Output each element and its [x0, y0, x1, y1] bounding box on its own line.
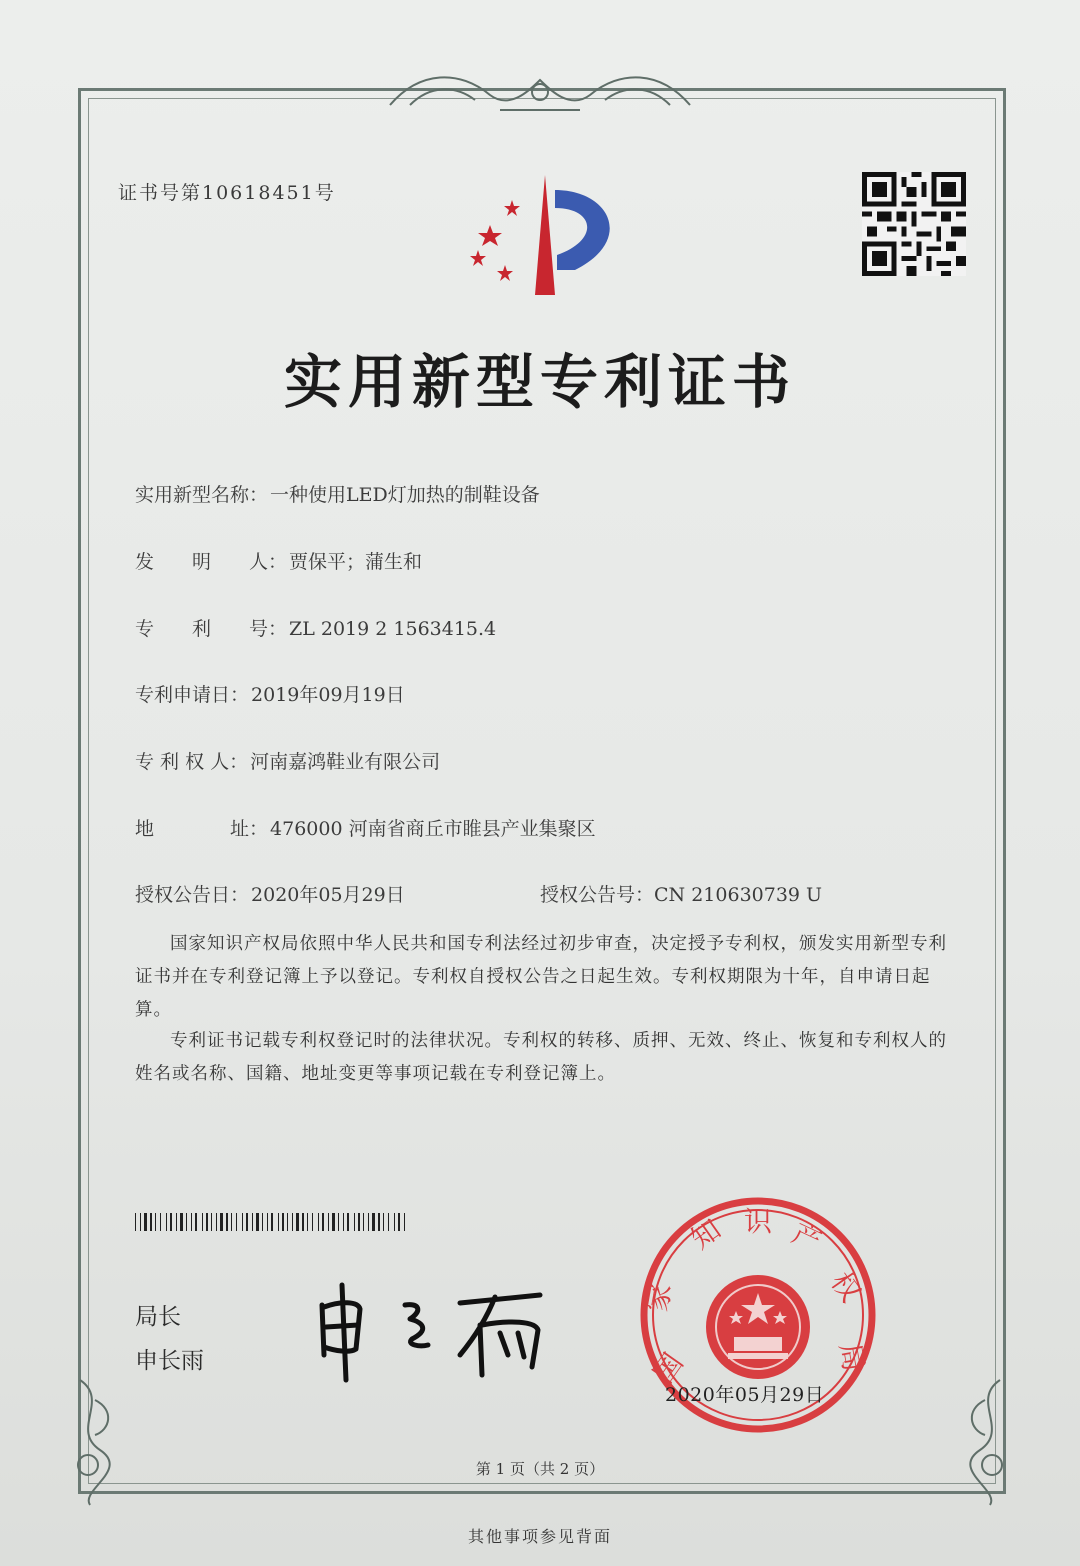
svg-text:产: 产 [787, 1216, 827, 1259]
grant-date-row [135, 880, 405, 907]
statement-paragraph-2: 专利证书记载专利权登记时的法律状况。专利权的转移、质押、无效、终止、恢复和专利权人的姓名或名称、国籍、地址变更等事项记载在专利登记簿上。 [135, 1031, 947, 1084]
inventor-value: 贾保平；蒲生和 [289, 551, 423, 573]
utility-model-name-row [135, 480, 540, 507]
address-label: 地 址： [135, 818, 269, 840]
utility-model-name-value: 一种使用LED灯加热的制鞋设备 [270, 484, 540, 506]
certificate-number: 证书号第10618451号 [118, 182, 336, 204]
svg-text:局: 局 [833, 1340, 871, 1374]
svg-text:家: 家 [640, 1280, 678, 1315]
patent-no-value: ZL 2019 2 1563415.4 [289, 618, 497, 640]
patentee-row [135, 747, 440, 774]
grant-no-row [540, 880, 822, 907]
inventor-label: 发 明 人： [135, 551, 288, 573]
top-ornament [380, 60, 700, 120]
cnipa-logo [460, 170, 630, 300]
inventor-row [135, 547, 422, 574]
barcode [135, 1213, 410, 1231]
bottom-left-ornament [60, 1370, 150, 1510]
svg-text:权: 权 [824, 1266, 868, 1308]
patentee-value: 河南嘉鸿鞋业有限公司 [250, 751, 441, 773]
patent-no-row [135, 614, 496, 641]
grant-date-label: 授权公告日： [135, 884, 250, 906]
address-row [135, 814, 596, 841]
seal-date: 2020年05月29日 [665, 1384, 825, 1406]
statement-paragraph-1: 国家知识产权局依照中华人民共和国专利法经过初步审查，决定授予专利权，颁发实用新型专利证书并在专利登记簿上予以登记。专利权自授权公告之日起生效。专利权期限为十年，自申请日起算。 [135, 934, 947, 1020]
page-number: 第 1 页（共 2 页） [475, 1460, 605, 1478]
patentee-label: 专 利 权 人： [135, 751, 249, 773]
grant-no-label: 授权公告号： [540, 884, 655, 906]
svg-text:识: 识 [744, 1205, 773, 1238]
handwritten-signature [310, 1275, 550, 1385]
application-date-row [135, 680, 405, 707]
page-title: 实用新型专利证书 [283, 348, 796, 416]
signatory-name: 申长雨 [135, 1348, 204, 1374]
bottom-right-ornament [930, 1370, 1020, 1510]
grant-no-value: CN 210630739 U [654, 884, 823, 906]
svg-text:知: 知 [685, 1212, 727, 1256]
address-value: 476000 河南省商丘市睢县产业集聚区 [270, 818, 596, 840]
footer-note: 其他事项参见背面 [467, 1527, 612, 1546]
qr-code [862, 172, 966, 276]
signatory-title: 局长 [135, 1304, 181, 1330]
utility-model-name-label: 实用新型名称： [135, 484, 269, 506]
grant-date-value: 2020年05月29日 [251, 884, 405, 906]
svg-text:国: 国 [646, 1347, 690, 1390]
application-date-value: 2019年09月19日 [251, 684, 405, 706]
patent-no-label: 专 利 号： [135, 618, 288, 640]
application-date-label: 专利申请日： [135, 684, 250, 706]
